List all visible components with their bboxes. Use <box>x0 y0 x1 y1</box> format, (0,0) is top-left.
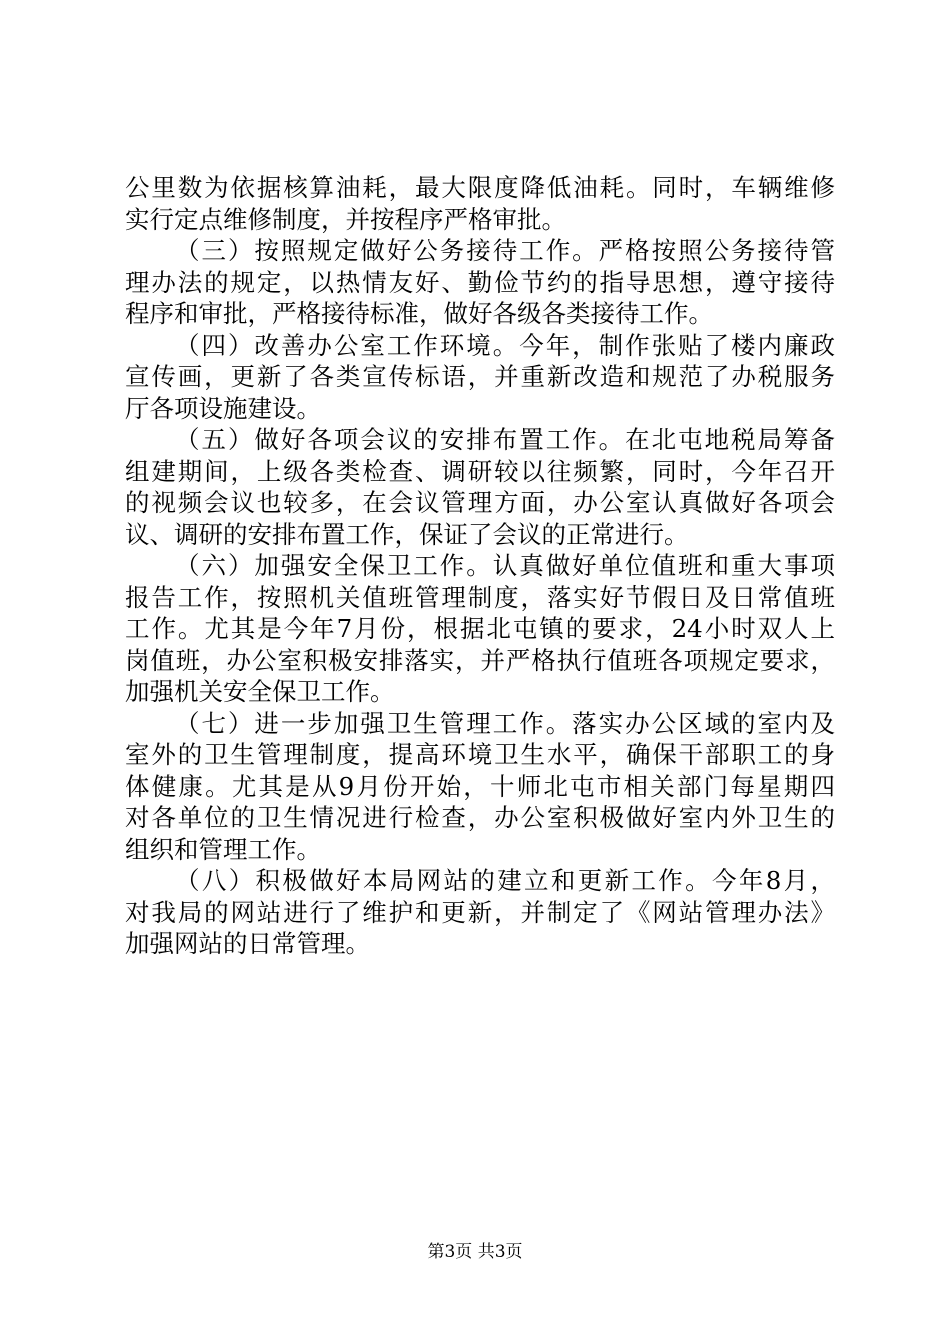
text-line: 岗值班，办公室积极安排落实，并严格执行值班各项规定要求， <box>125 645 835 675</box>
text-line: （六）加强安全保卫工作。认真做好单位值班和重大事项 <box>175 551 835 580</box>
text-line: 的视频会议也较多，在会议管理方面，办公室认真做好各项会 <box>125 488 835 517</box>
text-line: 体健康。尤其是从9月份开始，十师北屯市相关部门每星期四 <box>125 771 835 801</box>
text-line: 实行定点维修制度，并按程序严格审批。 <box>125 204 566 234</box>
text-line: 对我局的网站进行了维护和更新，并制定了《网站管理办法》 <box>125 897 835 927</box>
text-line: （五）做好各项会议的安排布置工作。在北屯地税局筹备 <box>175 425 835 454</box>
text-line: （四）改善办公室工作环境。今年，制作张贴了楼内廉政 <box>175 330 835 360</box>
text-line: 室外的卫生管理制度，提高环境卫生水平，确保干部职工的身 <box>125 740 835 769</box>
text-line: 理办法的规定，以热情友好、勤俭节约的指导思想，遵守接待 <box>125 267 835 297</box>
text-line: 宣传画，更新了各类宣传标语，并重新改造和规范了办税服务 <box>125 362 835 391</box>
text-line: 报告工作，按照机关值班管理制度，落实好节假日及日常值班 <box>125 582 835 612</box>
text-line: 组织和管理工作。 <box>125 834 321 864</box>
document-body <box>125 172 835 960</box>
text-line: 组建期间，上级各类检查、调研较以往频繁，同时，今年召开 <box>125 456 835 486</box>
text-line: （八）积极做好本局网站的建立和更新工作。今年8月， <box>175 866 835 895</box>
text-line: 加强网站的日常管理。 <box>125 929 370 958</box>
text-line: 对各单位的卫生情况进行检查，办公室积极做好室内外卫生的 <box>125 803 835 832</box>
text-line: 工作。尤其是今年7月份，根据北屯镇的要求，24小时双人上 <box>125 614 835 643</box>
page-number-footer: 第3页 共3页 <box>427 1242 523 1262</box>
text-line: 程序和审批，严格接待标准，做好各级各类接待工作。 <box>125 299 713 328</box>
text-line: 加强机关安全保卫工作。 <box>125 677 395 706</box>
text-line: 厅各项设施建设。 <box>125 393 321 423</box>
text-line: （三）按照规定做好公务接待工作。严格按照公务接待管 <box>175 236 835 265</box>
text-line: 公里数为依据核算油耗，最大限度降低油耗。同时，车辆维修 <box>125 173 835 202</box>
text-line: 议、调研的安排布置工作，保证了会议的正常进行。 <box>125 519 689 549</box>
text-line: （七）进一步加强卫生管理工作。落实办公区域的室内及 <box>175 708 835 738</box>
